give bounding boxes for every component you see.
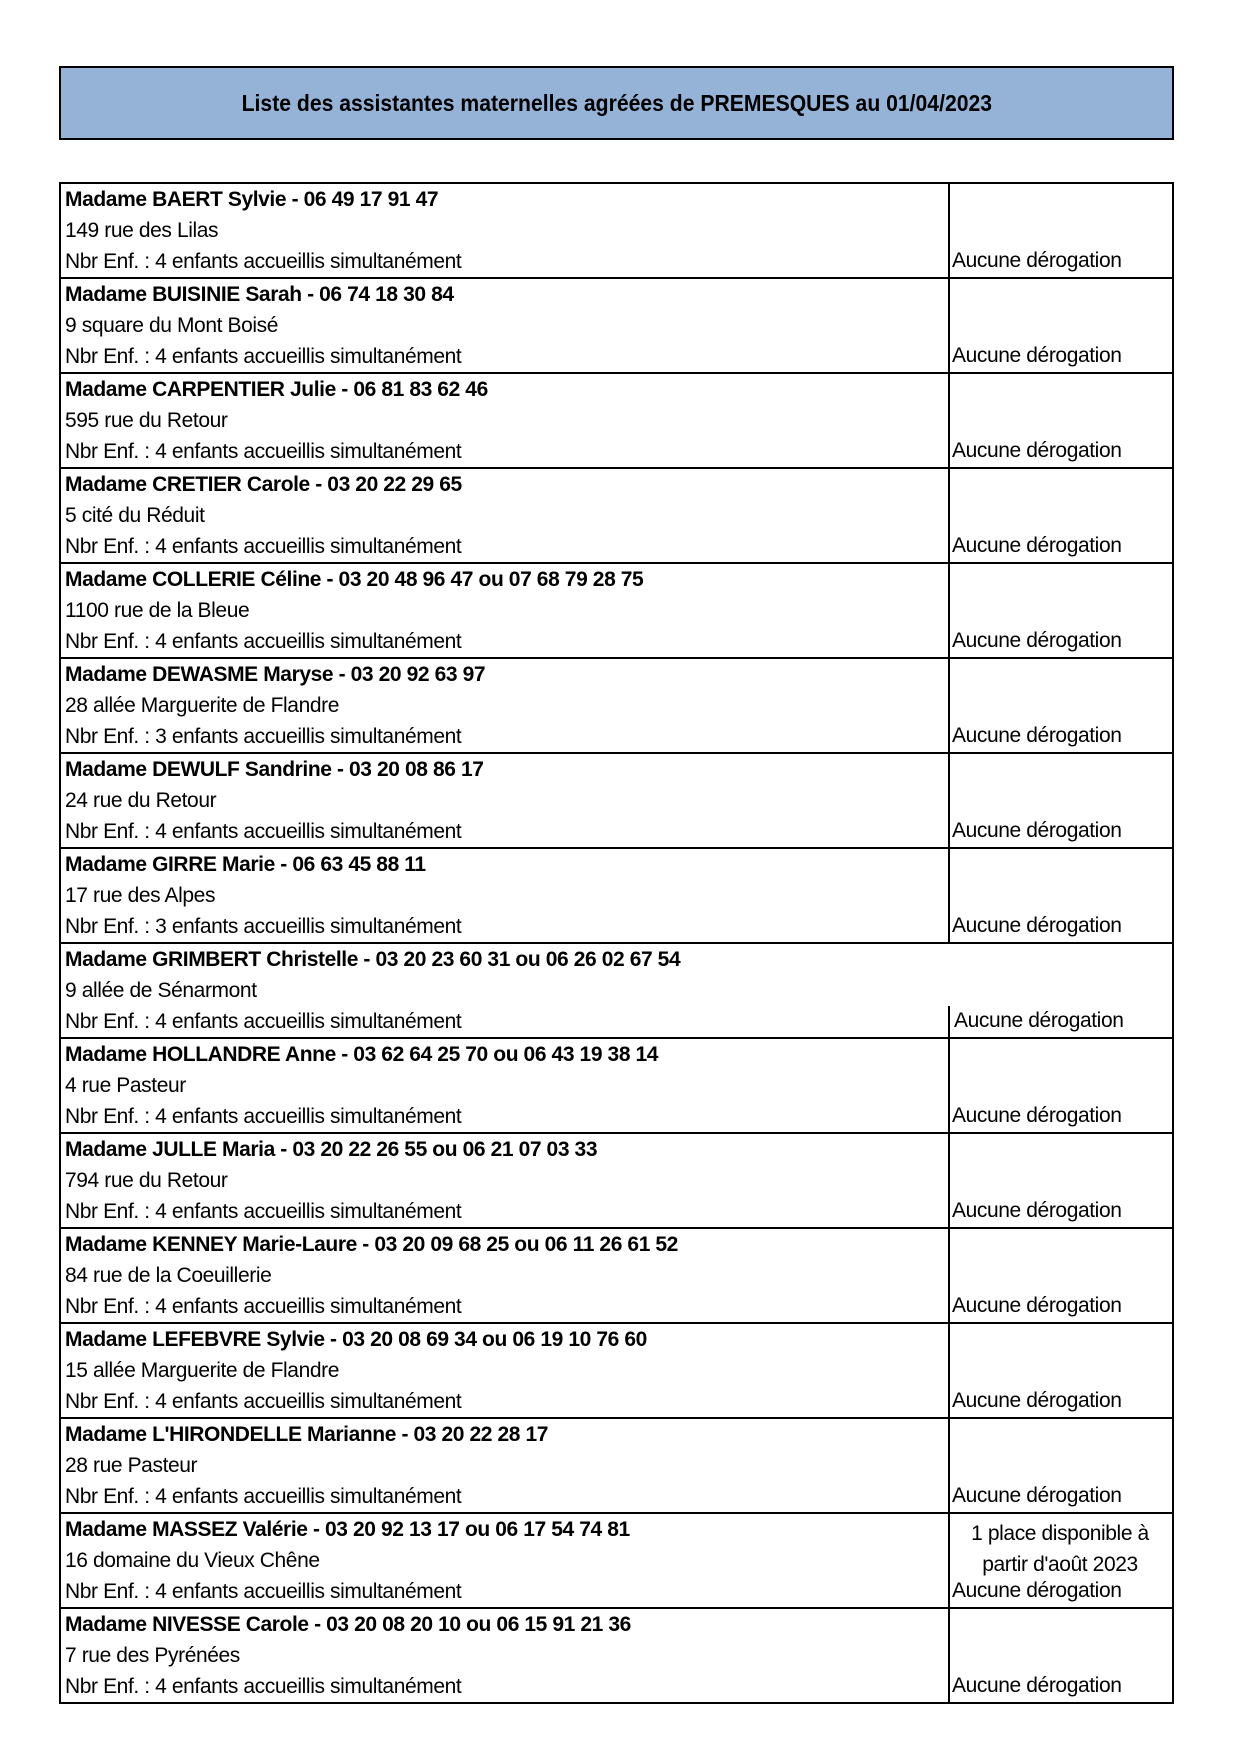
assistant-address: 4 rue Pasteur [65, 1074, 186, 1097]
list-item [59, 1322, 1174, 1417]
assistant-address: 794 rue du Retour [65, 1169, 228, 1192]
children-capacity: Nbr Enf. : 4 enfants accueillis simultanément [65, 535, 462, 558]
assistant-name-phone: Madame MASSEZ Valérie - 03 20 92 13 17 ou 06 17 54 74 81 [65, 1518, 630, 1541]
assistant-address: 84 rue de la Coeuillerie [65, 1264, 272, 1287]
derogation-status: Aucune dérogation [952, 1484, 1122, 1507]
children-capacity: Nbr Enf. : 4 enfants accueillis simultanément [65, 1295, 462, 1318]
children-capacity: Nbr Enf. : 4 enfants accueillis simultanément [65, 820, 462, 843]
page-title-box [59, 66, 1174, 140]
status-cell [948, 1324, 1172, 1417]
assistant-address: 149 rue des Lilas [65, 219, 219, 242]
derogation-status: Aucune dérogation [952, 819, 1122, 842]
derogation-status: Aucune dérogation [952, 1389, 1122, 1412]
list-item [59, 1037, 1174, 1132]
list-item [59, 372, 1174, 467]
children-capacity: Nbr Enf. : 4 enfants accueillis simultanément [65, 1390, 462, 1413]
derogation-status: Aucune dérogation [952, 249, 1122, 272]
assistant-name-phone: Madame HOLLANDRE Anne - 03 62 64 25 70 ou 06 43 19 38 14 [65, 1043, 659, 1066]
children-capacity: Nbr Enf. : 4 enfants accueillis simultanément [65, 440, 462, 463]
status-cell [948, 659, 1172, 752]
derogation-status: Aucune dérogation [954, 1009, 1124, 1032]
page-title: Liste des assistantes maternelles agréées de PREMESQUES au 01/04/2023 [241, 89, 992, 116]
children-capacity: Nbr Enf. : 3 enfants accueillis simultanément [65, 915, 462, 938]
status-cell [948, 849, 1172, 942]
list-item [59, 942, 1174, 1037]
assistant-name-phone: Madame NIVESSE Carole - 03 20 08 20 10 ou 06 15 91 21 36 [65, 1613, 631, 1636]
contact-info-cell [61, 184, 950, 277]
derogation-status: Aucune dérogation [952, 344, 1122, 367]
derogation-status: Aucune dérogation [952, 914, 1122, 937]
assistant-name-phone: Madame LEFEBVRE Sylvie - 03 20 08 69 34 ou 06 19 10 76 60 [65, 1328, 647, 1351]
children-capacity: Nbr Enf. : 4 enfants accueillis simultanément [65, 1010, 462, 1033]
assistant-address: 24 rue du Retour [65, 789, 217, 812]
assistant-name-phone: Madame DEWULF Sandrine - 03 20 08 86 17 [65, 758, 484, 781]
children-capacity: Nbr Enf. : 4 enfants accueillis simultanément [65, 1105, 462, 1128]
contact-info-cell [61, 1134, 950, 1227]
status-cell [948, 1229, 1172, 1322]
children-capacity: Nbr Enf. : 4 enfants accueillis simultanément [65, 1485, 462, 1508]
derogation-status: Aucune dérogation [952, 1294, 1122, 1317]
assistant-name-phone: Madame BAERT Sylvie - 06 49 17 91 47 [65, 188, 439, 211]
contact-info-cell [61, 659, 950, 752]
status-cell [948, 1039, 1172, 1132]
contact-info-cell [61, 374, 950, 467]
list-item [59, 1227, 1174, 1322]
contact-info-cell [61, 1039, 950, 1132]
assistant-address: 16 domaine du Vieux Chêne [65, 1549, 320, 1572]
assistant-name-phone: Madame L'HIRONDELLE Marianne - 03 20 22 28 17 [65, 1423, 549, 1446]
derogation-status: Aucune dérogation [952, 1674, 1122, 1697]
contact-info-cell [61, 279, 950, 372]
children-capacity: Nbr Enf. : 4 enfants accueillis simultanément [65, 630, 462, 653]
contact-info-cell [61, 469, 950, 562]
status-cell [948, 1419, 1172, 1512]
contact-info-cell [61, 1514, 950, 1607]
assistant-address: 7 rue des Pyrénées [65, 1644, 240, 1667]
status-cell [948, 1006, 1172, 1037]
status-cell [948, 1514, 1172, 1607]
contact-info-cell [61, 1419, 950, 1512]
list-item [59, 1132, 1174, 1227]
status-cell [948, 754, 1172, 847]
list-item [59, 182, 1174, 277]
derogation-status: Aucune dérogation [952, 629, 1122, 652]
assistant-name-phone: Madame CRETIER Carole - 03 20 22 29 65 [65, 473, 462, 496]
availability-note: 1 place disponible à partir d'août 2023 [971, 1522, 1149, 1576]
derogation-status: Aucune dérogation [952, 534, 1122, 557]
assistant-name-phone: Madame GRIMBERT Christelle - 03 20 23 60 31 ou 06 26 02 67 54 [65, 948, 681, 971]
assistant-address: 9 square du Mont Boisé [65, 314, 279, 337]
children-capacity: Nbr Enf. : 4 enfants accueillis simultanément [65, 345, 462, 368]
children-capacity: Nbr Enf. : 4 enfants accueillis simultanément [65, 1580, 462, 1603]
derogation-status: Aucune dérogation [952, 724, 1122, 747]
list-item [59, 467, 1174, 562]
list-item [59, 277, 1174, 372]
assistant-address: 595 rue du Retour [65, 409, 228, 432]
assistant-name-phone: Madame KENNEY Marie-Laure - 03 20 09 68 25 ou 06 11 26 61 52 [65, 1233, 678, 1256]
assistant-address: 9 allée de Sénarmont [65, 979, 257, 1002]
list-item [59, 847, 1174, 942]
status-cell [948, 1609, 1172, 1702]
list-item [59, 657, 1174, 752]
contact-info-cell [61, 1229, 950, 1322]
contact-info-cell [61, 849, 950, 942]
children-capacity: Nbr Enf. : 4 enfants accueillis simultanément [65, 1675, 462, 1698]
status-cell [948, 469, 1172, 562]
list-item [59, 752, 1174, 847]
assistant-name-phone: Madame GIRRE Marie - 06 63 45 88 11 [65, 853, 426, 876]
assistant-address: 17 rue des Alpes [65, 884, 216, 907]
children-capacity: Nbr Enf. : 3 enfants accueillis simultanément [65, 725, 462, 748]
status-cell [948, 374, 1172, 467]
assistant-address: 28 rue Pasteur [65, 1454, 198, 1477]
list-item [59, 1607, 1174, 1702]
assistant-address: 15 allée Marguerite de Flandre [65, 1359, 340, 1382]
contact-info-cell [61, 1609, 950, 1702]
assistant-name-phone: Madame CARPENTIER Julie - 06 81 83 62 46 [65, 378, 488, 401]
children-capacity: Nbr Enf. : 4 enfants accueillis simultanément [65, 250, 462, 273]
contact-info-cell [61, 944, 950, 1037]
assistant-address: 5 cité du Réduit [65, 504, 205, 527]
contact-info-cell [61, 754, 950, 847]
assistant-address: 28 allée Marguerite de Flandre [65, 694, 340, 717]
list-item [59, 1417, 1174, 1512]
contact-info-cell [61, 564, 950, 657]
list-item [59, 1512, 1174, 1607]
children-capacity: Nbr Enf. : 4 enfants accueillis simultanément [65, 1200, 462, 1223]
assistant-name-phone: Madame JULLE Maria - 03 20 22 26 55 ou 06 21 07 03 33 [65, 1138, 598, 1161]
assistant-list [59, 182, 1174, 1704]
assistant-name-phone: Madame COLLERIE Céline - 03 20 48 96 47 ou 07 68 79 28 75 [65, 568, 644, 591]
derogation-status: Aucune dérogation [952, 1104, 1122, 1127]
status-cell [948, 279, 1172, 372]
status-cell [948, 1134, 1172, 1227]
status-cell [948, 184, 1172, 277]
assistant-address: 1100 rue de la Bleue [65, 599, 250, 622]
assistant-name-phone: Madame BUISINIE Sarah - 06 74 18 30 84 [65, 283, 454, 306]
derogation-status: Aucune dérogation [952, 439, 1122, 462]
derogation-status: Aucune dérogation [952, 1579, 1122, 1602]
status-cell [948, 564, 1172, 657]
list-item [59, 562, 1174, 657]
assistant-name-phone: Madame DEWASME Maryse - 03 20 92 63 97 [65, 663, 486, 686]
derogation-status: Aucune dérogation [952, 1199, 1122, 1222]
contact-info-cell [61, 1324, 950, 1417]
